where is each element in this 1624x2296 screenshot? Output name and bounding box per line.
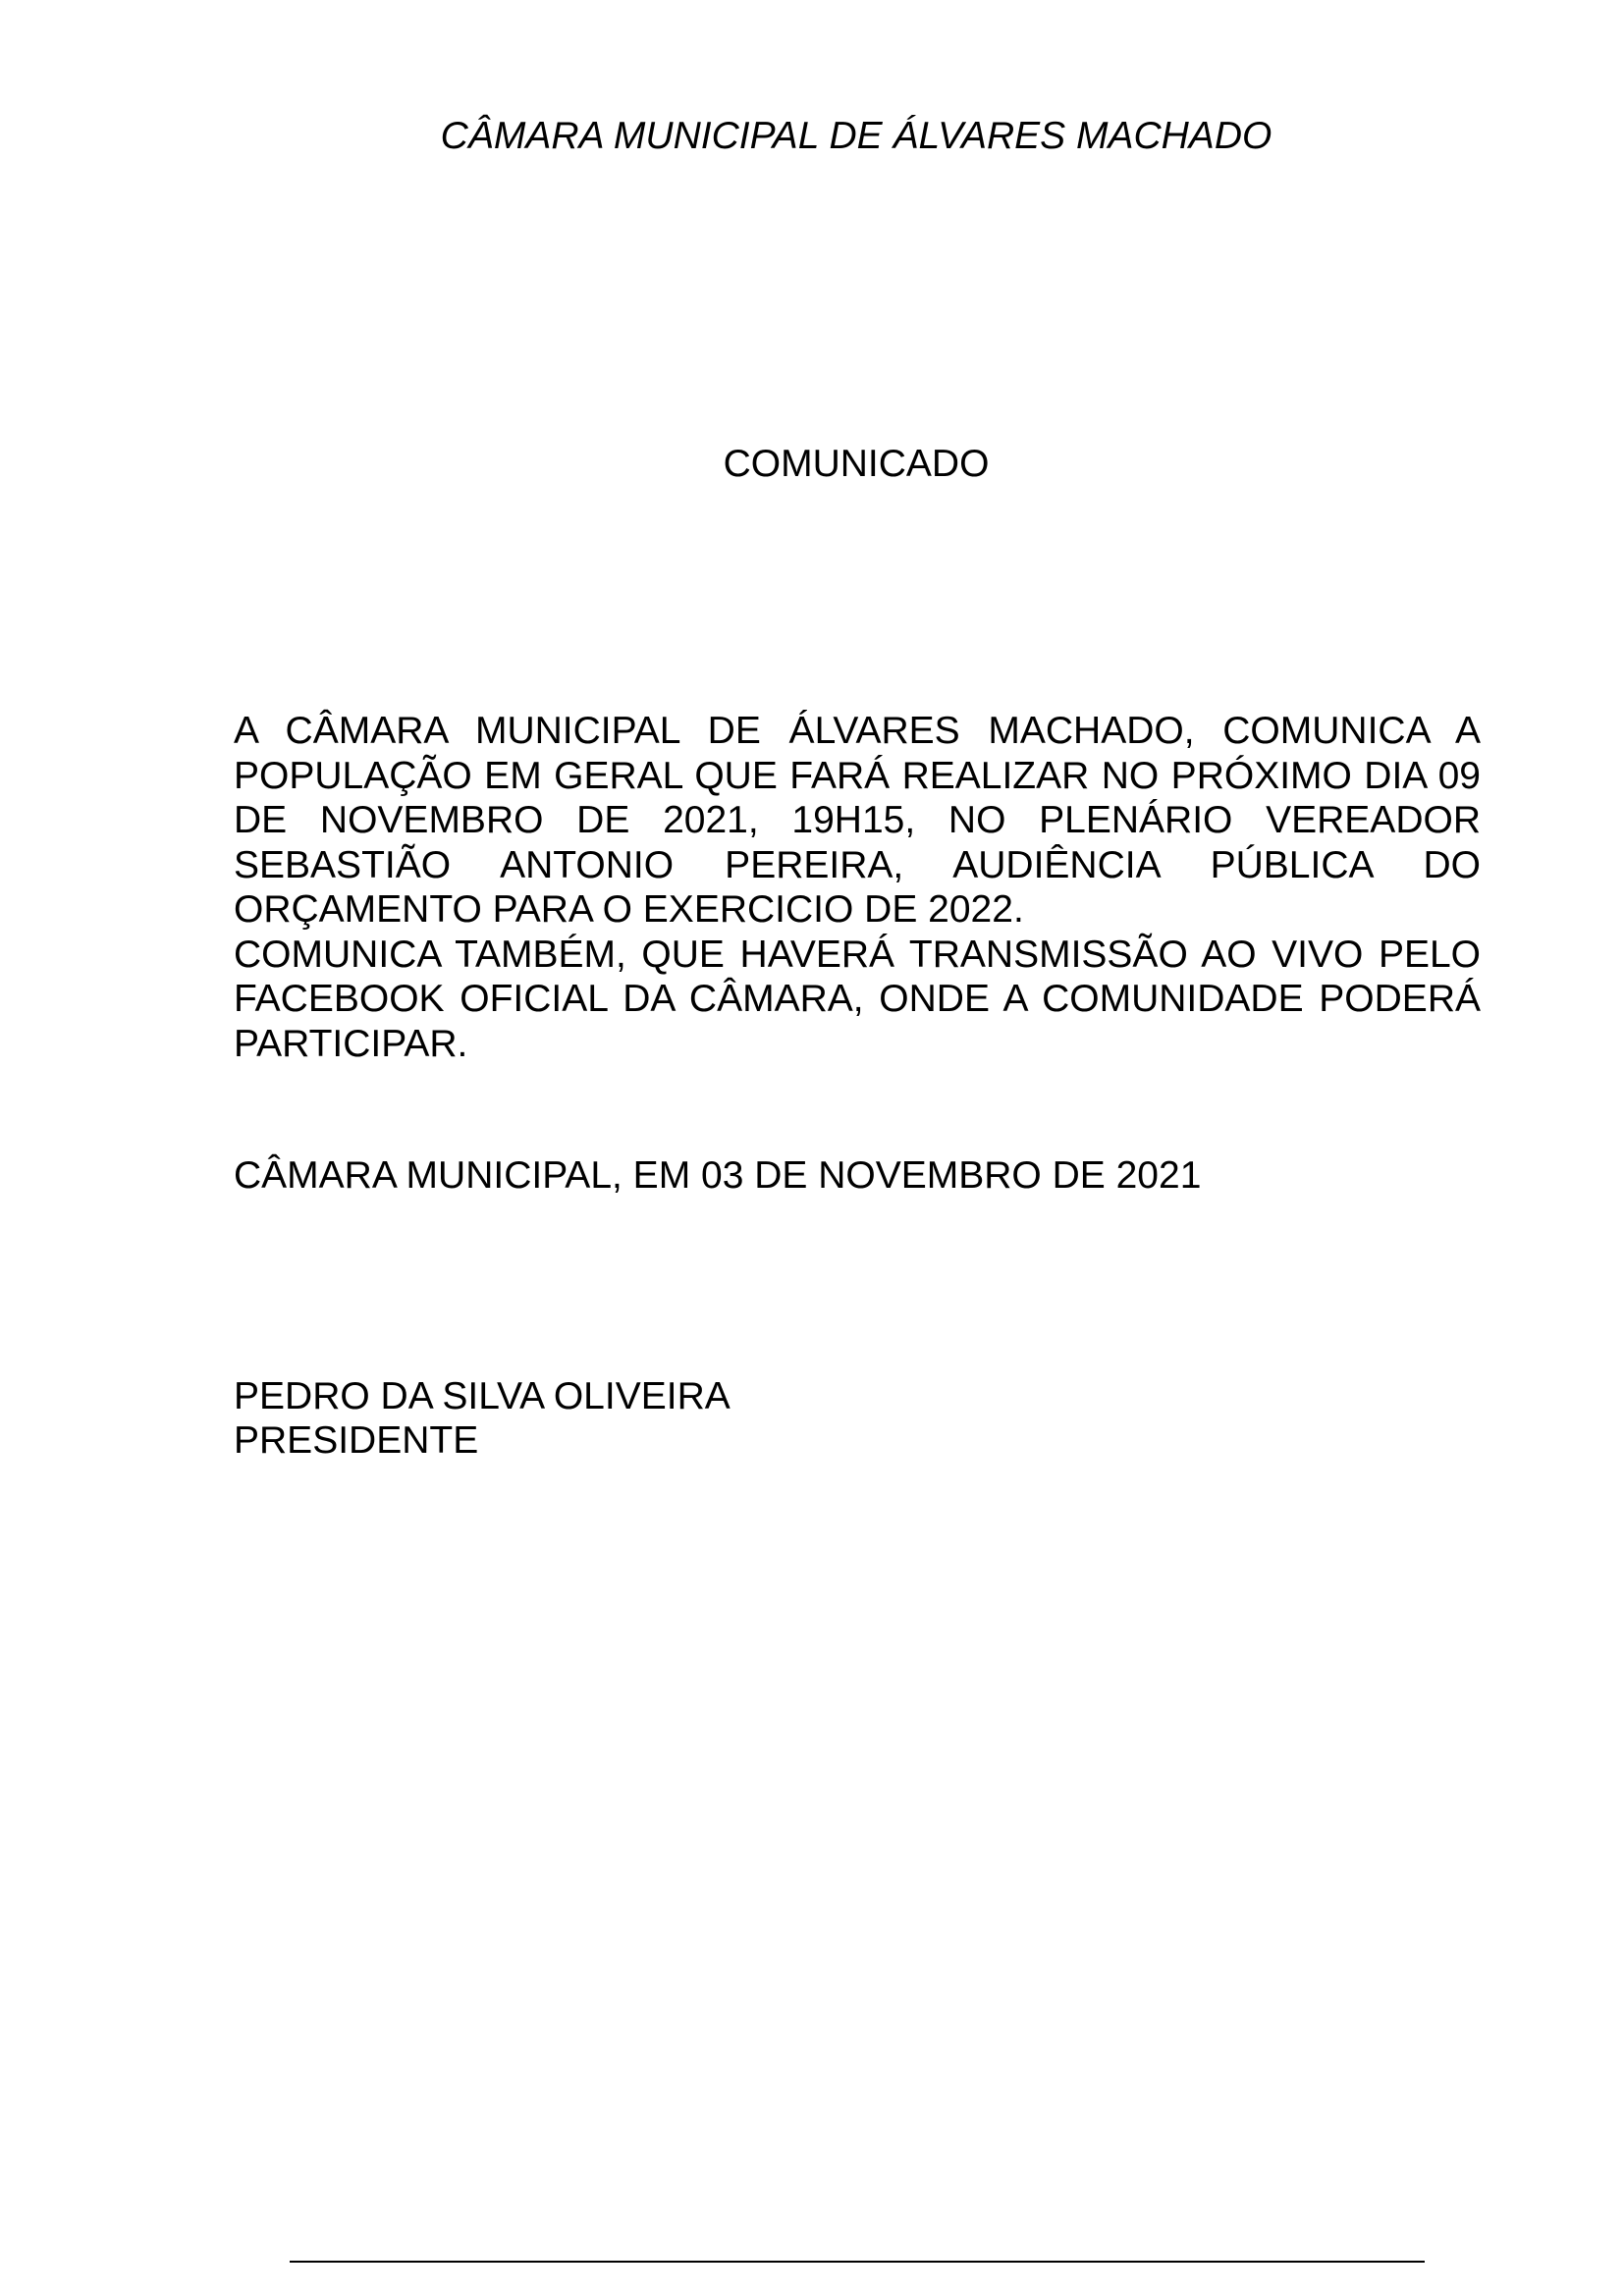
signatory-name: PEDRO DA SILVA OLIVEIRA — [234, 1375, 731, 1417]
document-header: CÂMARA MUNICIPAL DE ÁLVARES MACHADO — [440, 115, 1272, 157]
footer-divider — [290, 2261, 1425, 2263]
signature-block — [234, 1374, 731, 1463]
document-body — [234, 709, 1481, 1066]
document-title: COMUNICADO — [723, 443, 990, 485]
body-paragraph-2: COMUNICA TAMBÉM, QUE HAVERÁ TRANSMISSÃO AO VIVO PELO FACEBOOK OFICIAL DA CÂMARA, ONDE A COMUNIDADE PODERÁ PARTICIPAR. — [234, 933, 1481, 1065]
body-paragraph-1: A CÂMARA MUNICIPAL DE ÁLVARES MACHADO, COMUNICA A POPULAÇÃO EM GERAL QUE FARÁ REALIZAR NO PRÓXIMO DIA 09 DE NOVEMBRO DE 2021, 19H15, NO PLENÁRIO VEREADOR SEBASTIÃO ANTONIO PEREIRA, AUDIÊNCIA PÚBLICA DO ORÇAMENTO PARA O EXERCICIO DE 2022. — [234, 710, 1481, 931]
date-line: CÂMARA MUNICIPAL, EM 03 DE NOVEMBRO DE 2021 — [234, 1154, 1202, 1197]
signatory-role: PRESIDENTE — [234, 1419, 479, 1462]
